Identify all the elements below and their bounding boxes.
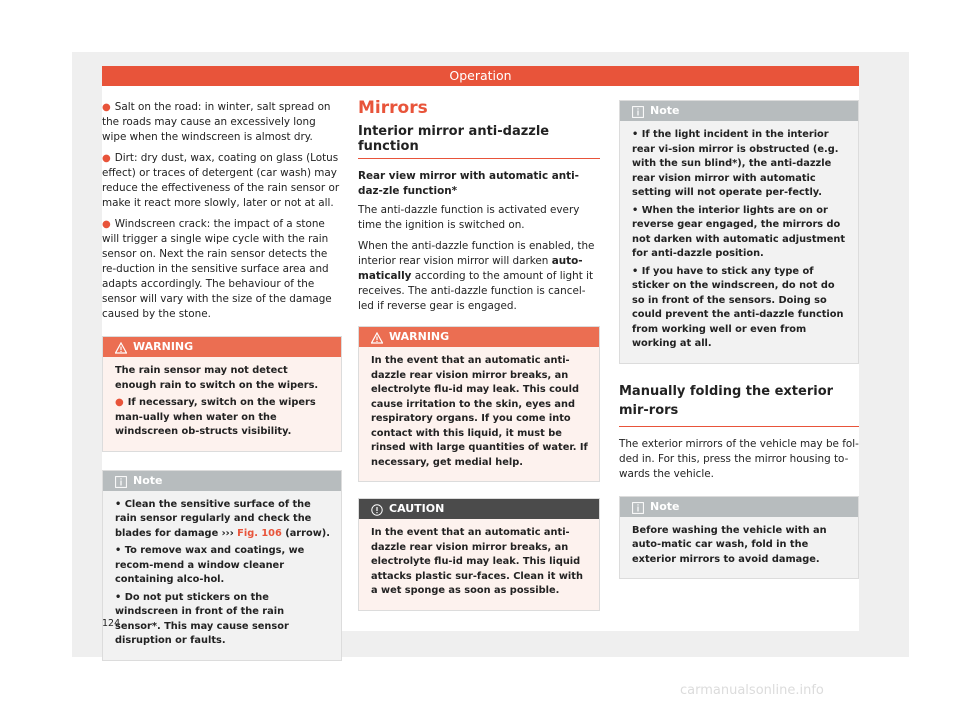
info-icon: [115, 475, 127, 487]
section-title: Mirrors: [358, 98, 428, 118]
paragraph-heading: Rear view mirror with automatic anti-daz-zle function*: [358, 170, 579, 197]
warning-box: WARNING In the event that an automatic anti-dazzle rear vision mirror breaks, an electrolyte flu-id may leak. This could cause irritation to the skin, eyes and respiratory organs. If you come into contact with this liquid, it must be rinsed with large quantities of water. If necessary, get medial help.: [358, 326, 600, 482]
info-icon: [632, 501, 644, 513]
list-item: ● Dirt: dry dust, wax, coating on glass (Lotus effect) or traces of detergent (car wash) may reduce the effectiveness of the rain sensor or make it react more slowly, later or not at all.: [102, 152, 340, 209]
note-label: Note: [650, 104, 680, 117]
list-item: ● Salt on the road: in winter, salt spread on the roads may cause an excessively long wipe when the windscreen is almost dry.: [102, 101, 331, 143]
note-box: Note • If the light incident in the interior rear vi-sion mirror is obstructed (e.g. with the sun blind*), the anti-dazzle rear vision mirror with automatic setting will not operate per-fectly. • When the interior lights are on or reverse gear engaged, the mirrors do not darken with automatic adjustment for anti-dazzle position. • If you have to stick any type of sticker on the windscreen, do not do so in front of the sensors. Doing so could prevent the anti-dazzle function from working well or even from working at all.: [619, 100, 859, 364]
warning-triangle-icon: [371, 331, 383, 343]
paragraph: The anti-dazzle function is activated every time the ignition is switched on.: [358, 204, 580, 231]
bullet-icon: ●: [102, 153, 111, 164]
subsection-title: Manually folding the exterior mir-rors: [619, 382, 859, 427]
warning-label: WARNING: [133, 340, 194, 353]
column-2: [358, 100, 600, 611]
caution-label: CAUTION: [389, 502, 445, 515]
warning-box: WARNING The rain sensor may not detect enough rain to switch on the wipers. ● If necessary, switch on the wipers man-ually when water on the windscreen ob-structs visibility.: [102, 336, 342, 452]
watermark: carmanualsonline.info: [680, 683, 824, 698]
bullet-icon: ●: [102, 219, 111, 230]
note-box: Note • Clean the sensitive surface of the rain sensor regularly and check the blades for damage ››› Fig. 106 (arrow). • To remove wax and coatings, we recom-mend a window cleaner containing alco-hol. • Do not put stickers on the windscreen in front of the rain sensor*. This may cause sensor disruption or faults.: [102, 470, 342, 661]
warning-triangle-icon: [115, 341, 127, 353]
warning-label: WARNING: [389, 330, 450, 343]
subsection-title: Interior mirror anti-dazzle function: [358, 124, 600, 159]
caution-icon: [371, 503, 383, 515]
paragraph: When the anti-dazzle function is enabled, the interior rear vision mirror will darken auto-matically according to the amount of light it receives. The anti-dazzle function is cancel-led if reverse gear is engaged.: [358, 240, 595, 312]
column-3: [619, 100, 859, 579]
info-icon: [632, 105, 644, 117]
list-item: ● Windscreen crack: the impact of a stone will trigger a single wipe cycle with the rain sensor on. Next the rain sensor detects the re-duction in the sensitive surface area and adapts accordingly. The behaviour of the sensor will vary with the size of the damage caused by the stone.: [102, 218, 332, 320]
caution-box: CAUTION In the event that an automatic anti-dazzle rear vision mirror breaks, an electrolyte flu-id may leak. This liquid attacks plastic sur-faces. Clean it with a wet sponge as soon as possible.: [358, 498, 600, 611]
chapter-header: Operation: [102, 66, 859, 86]
note-box: Note Before washing the vehicle with an auto-matic car wash, fold in the exterior mirrors to avoid damage.: [619, 496, 859, 580]
paragraph: The exterior mirrors of the vehicle may be fol-ded in. For this, press the mirror housing to-wards the vehicle.: [619, 437, 859, 480]
page-number: 124: [102, 618, 121, 629]
column-1: [102, 100, 342, 661]
figure-link[interactable]: Fig. 106: [237, 527, 282, 539]
note-label: Note: [650, 499, 680, 513]
bullet-icon: ●: [102, 102, 111, 113]
bullet-icon: ●: [115, 397, 124, 408]
note-label: Note: [133, 473, 163, 487]
